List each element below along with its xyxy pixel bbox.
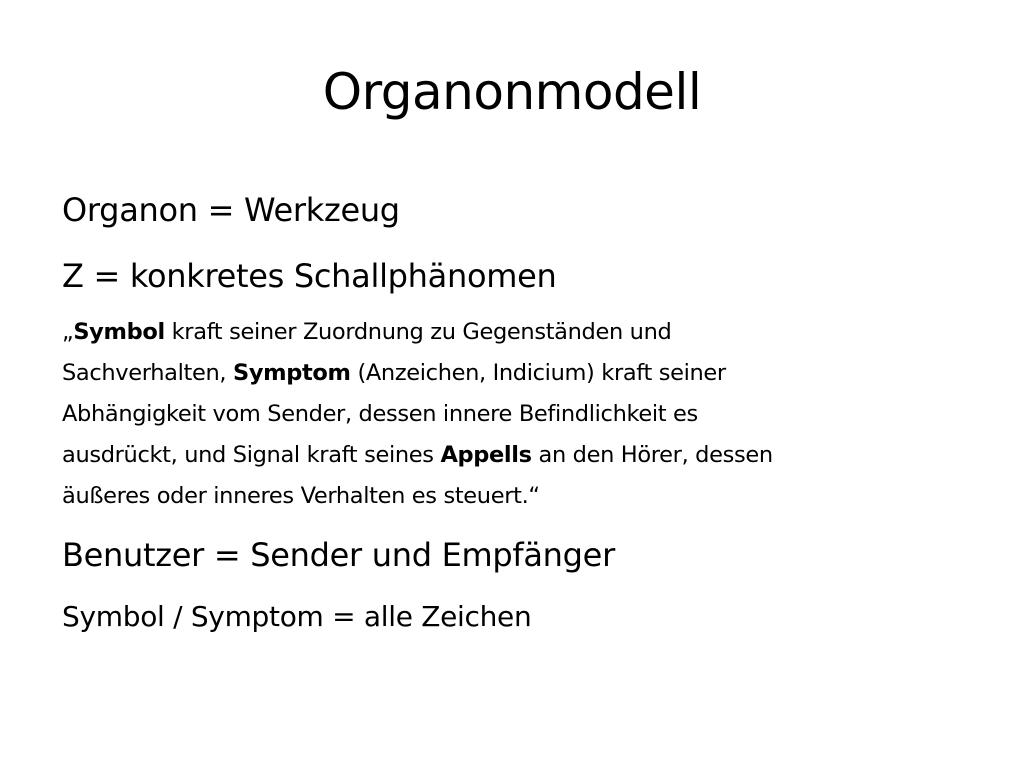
quote-open-mark: „ (62, 319, 74, 345)
quote-term-appells: Appells (440, 442, 532, 468)
definition-symbol-symptom: Symbol / Symptom = alle Zeichen (62, 600, 532, 633)
quote-text: kraft seiner Zuordnung zu Gegenständen und (164, 319, 672, 345)
quote-line-3: Abhängigkeit vom Sender, dessen innere Befindlichkeit es (62, 401, 698, 427)
quote-text: ausdrückt, und Signal kraft seines (62, 442, 441, 468)
quote-term-symbol: Symbol (73, 319, 165, 345)
slide-content (62, 190, 962, 635)
quote-line-4 (62, 435, 962, 476)
quote-line-5: äußeres oder inneres Verhalten es steuert.“ (62, 483, 540, 509)
quote-line-2 (62, 353, 962, 394)
definition-z: Z = konkretes Schallphänomen (62, 257, 557, 295)
quote-line-1 (62, 312, 962, 353)
buehler-quote (62, 312, 962, 517)
slide-title: Organonmodell (322, 63, 702, 121)
quote-text: (Anzeichen, Indicium) kraft seiner (350, 360, 726, 386)
definition-benutzer: Benutzer = Sender und Empfänger (62, 536, 615, 574)
quote-text: Sachverhalten, (62, 360, 233, 386)
definition-organon: Organon = Werkzeug (62, 191, 400, 229)
quote-term-symptom: Symptom (233, 360, 351, 386)
quote-text: an den Hörer, dessen (531, 442, 773, 468)
